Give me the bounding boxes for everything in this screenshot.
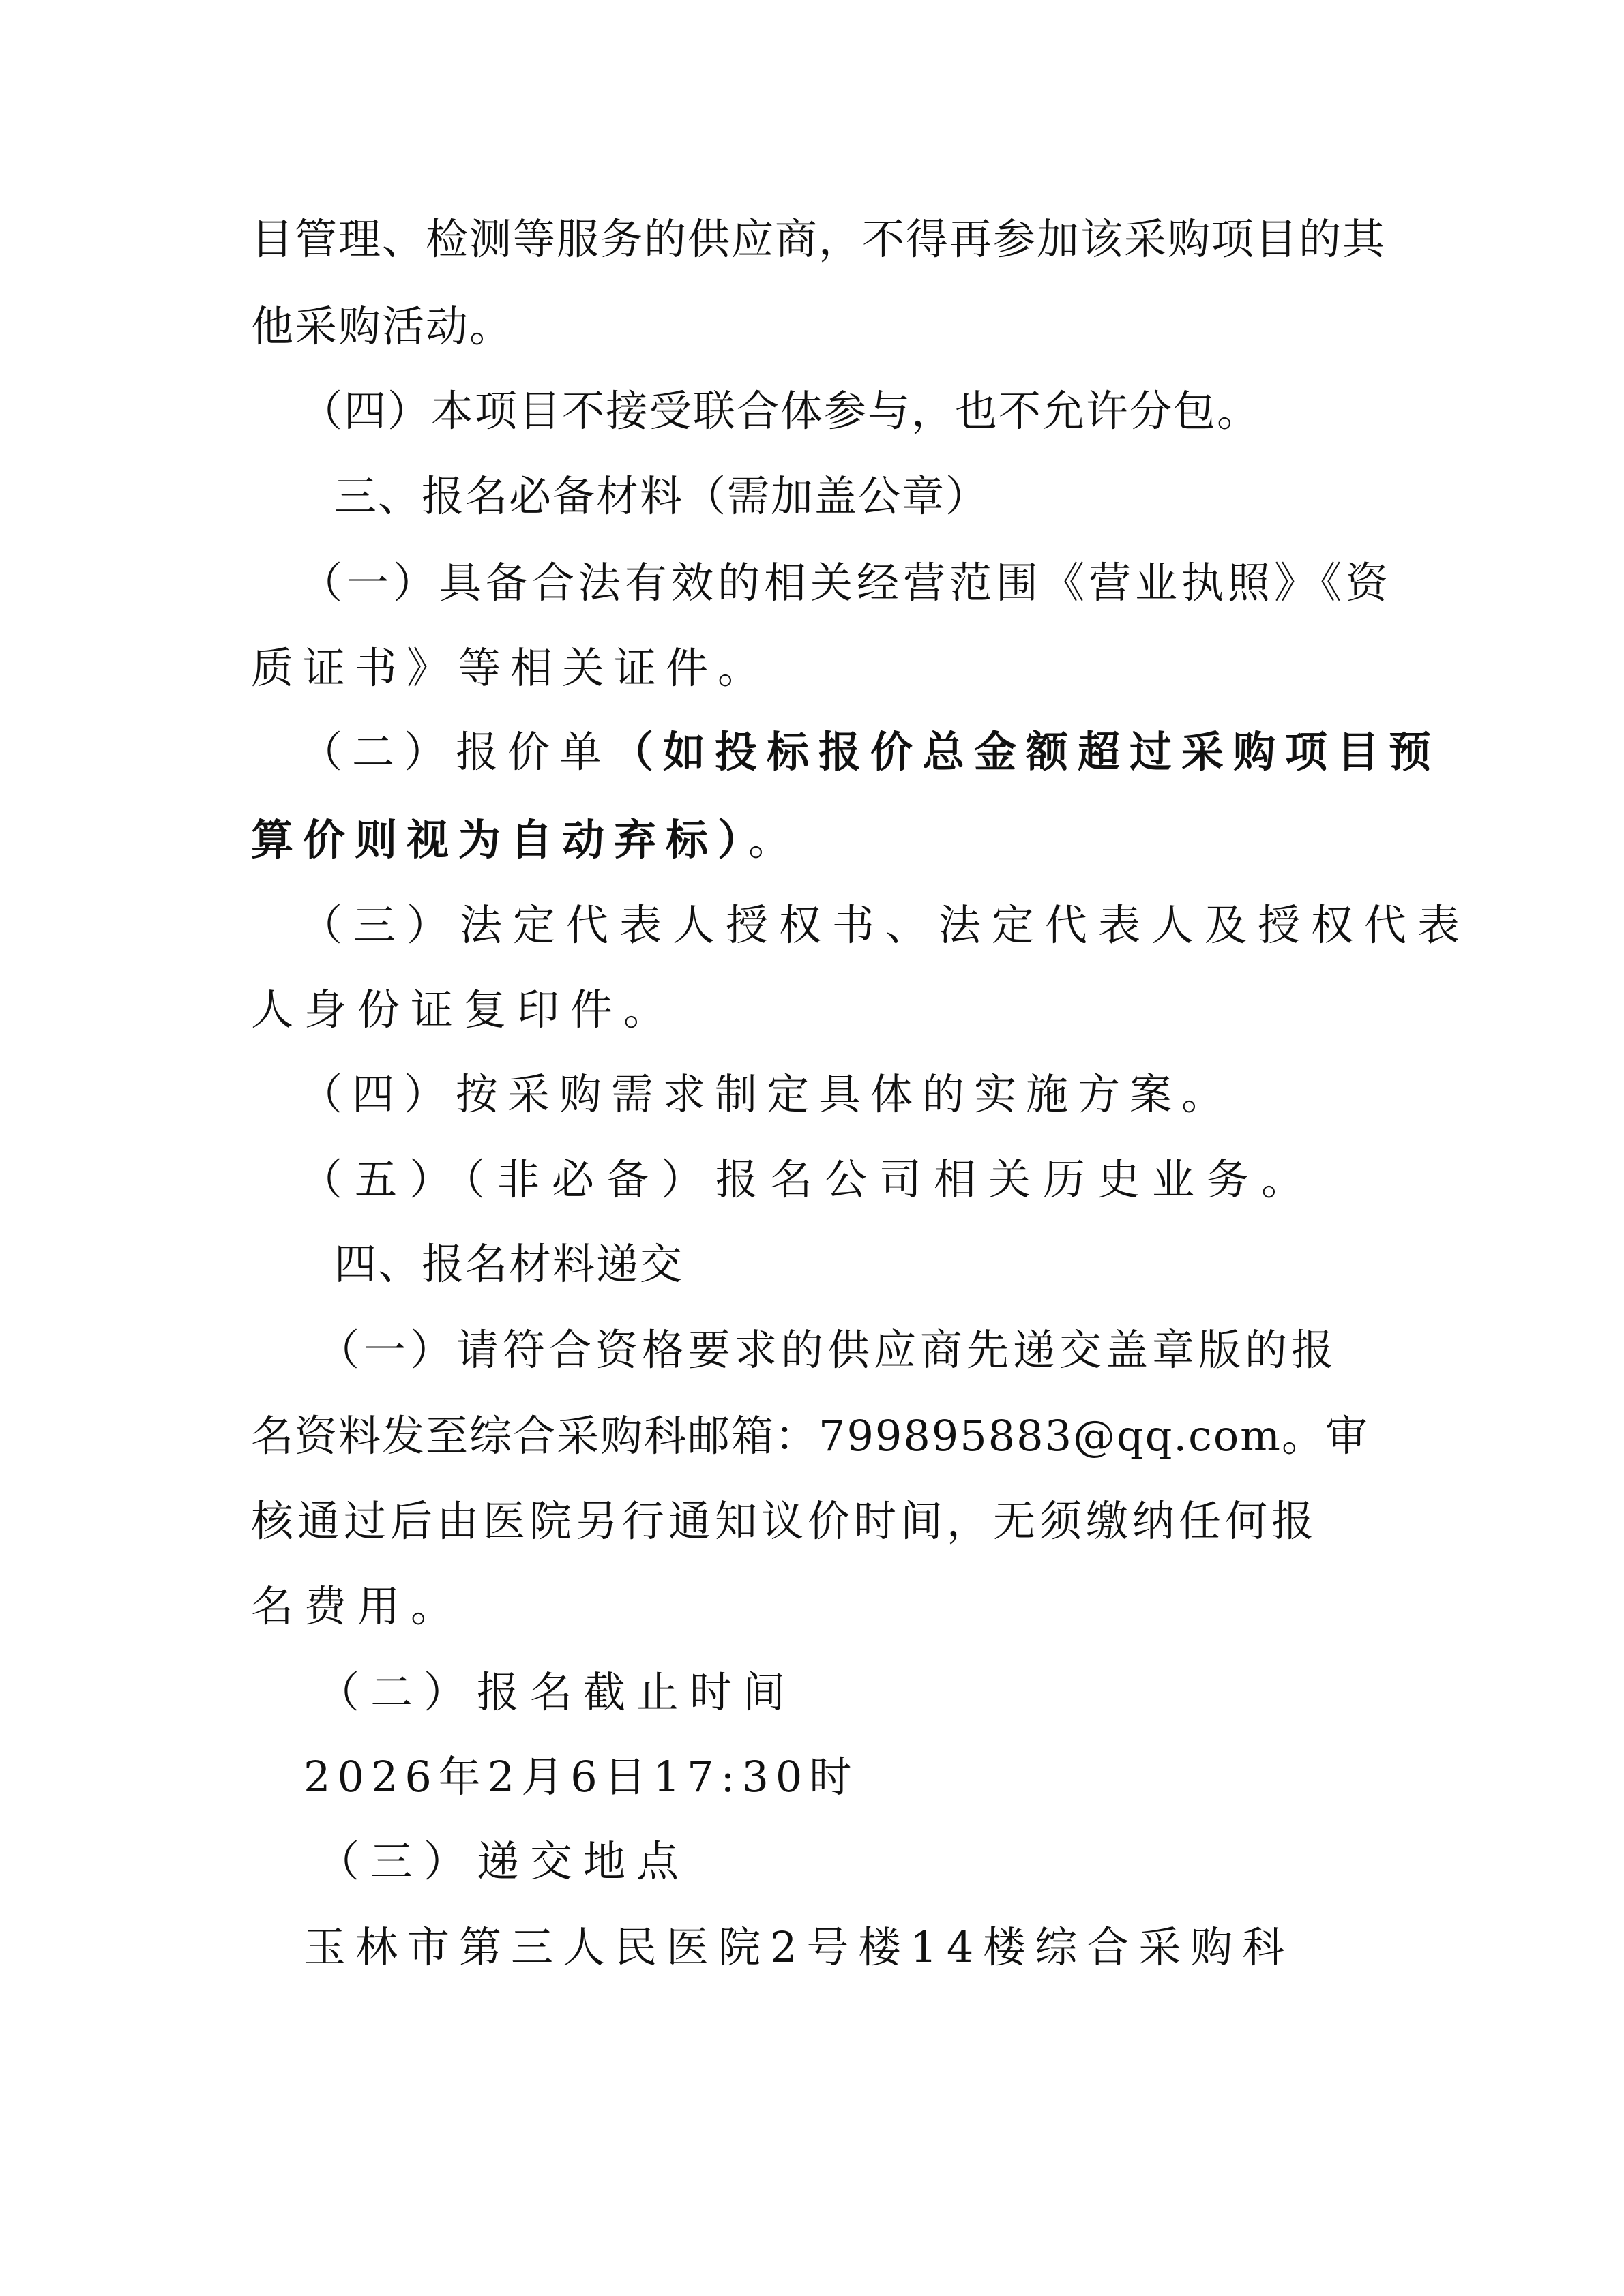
plain-text: 。 xyxy=(748,815,801,865)
section-heading: 四、报名材料递交 xyxy=(334,1239,684,1289)
address-text: 玉林市第三人民医院2号楼14楼综合采购科 xyxy=(304,1922,1295,1972)
date-text: 2026年2月6日17:30时 xyxy=(304,1752,859,1802)
body-text-line: （一）具备合法有效的相关经营范围《营业执照》《资 xyxy=(300,558,1393,608)
body-text-line: 人身份证复印件。 xyxy=(251,985,677,1034)
bold-emphasis-text: （如投标报价总金额超过采购项目预 xyxy=(611,727,1441,777)
body-text-line: （五）（非必备）报名公司相关历史业务。 xyxy=(300,1154,1316,1204)
body-text-line: （二）报名截止时间 xyxy=(317,1667,797,1717)
body-text-line: （四）按采购需求制定具体的实施方案。 xyxy=(300,1069,1234,1119)
body-text-line: 质证书》等相关证件。 xyxy=(251,643,770,693)
bold-emphasis-text: 算价则视为自动弃标） xyxy=(251,815,749,865)
body-text-line: 他采购活动。 xyxy=(251,301,514,351)
plain-text: （二）报价单 xyxy=(300,727,612,777)
body-text-line: （一）请符合资格要求的供应商先递交盖章版的报 xyxy=(317,1325,1338,1375)
body-text-line: 名资料发至综合采购科邮箱：799895883@qq.com。审 xyxy=(251,1411,1369,1461)
body-text-line: 核通过后由医院另行通知议价时间，无须缴纳任何报 xyxy=(251,1496,1318,1546)
body-text-line: （三）法定代表人授权书、法定代表人及授权代表 xyxy=(300,900,1471,950)
body-text-line: （三）递交地点 xyxy=(317,1836,690,1886)
body-text-line: 目管理、检测等服务的供应商，不得再参加该采购项目的其 xyxy=(251,214,1387,264)
body-text-line: 名费用。 xyxy=(251,1581,464,1631)
section-heading: 三、报名必备材料（需加盖公章） xyxy=(334,471,990,521)
body-text-line xyxy=(251,796,800,884)
body-text-line: （四）本项目不接受联合体参与，也不允许分包。 xyxy=(300,386,1261,436)
body-text-line xyxy=(300,708,1441,796)
